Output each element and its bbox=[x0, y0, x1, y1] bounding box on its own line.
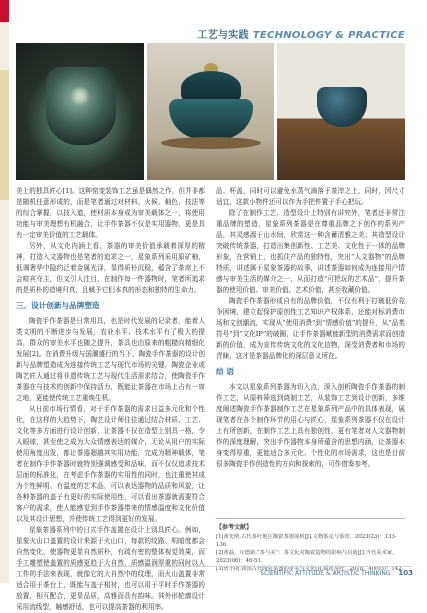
small-cup-shape bbox=[317, 87, 367, 127]
body-paragraph: 本文以星象系列茶器为切入点，深入剖析陶瓷手作茶器的制作工艺，从原料筛选到烧制工艺，从装饰工艺到设计创新，多维度阐述陶瓷手作茶器制作工艺在星象系列产品中的具体表现，展现笔者在各个制作环节的用心与匠心，星象系列茶器不仅在设计上有所创新，在制作工艺上具有独创性，更有笔者对人文器物制作的深度理解，突出手作器物本身所蕴含的思想内涵，让茶器本身变得厚重，更能适合多元化、个性化的市场需求，这也是目前很多陶瓷手作创造性的方向和探索的，可作借鉴参考。 bbox=[216, 383, 405, 468]
references bbox=[216, 518, 405, 573]
reference-item: [1]黄光明.古代茶叶地区陶瓷茶器展析[J].文物鉴定与鉴赏，2023(23)：133-136. bbox=[216, 534, 397, 548]
body-paragraph: 陶瓷手作茶器形成自有的品牌价值，不仅有利于打破低价竞争困境，建立起保护原创性工艺知识产权体系，还能对标消费市场和文创潮流，实现从“使用消费”到“情感价值”的提升，从“品类符号”到“文化IP”的破圈，让手作茶器赋能新型的消费需求而创造新的价值，成为宣传传统文化的文化信物，深受消费者和市场的青睐，这才是茶器品牌化的深层意义所在。 bbox=[216, 297, 405, 360]
photo-cup-on-wood bbox=[277, 43, 405, 180]
photo-gaiwan-teal bbox=[147, 43, 275, 180]
body-paragraph: 从日前市场行情看，对于手作茶器的需求日益多元化和个性化，在这样的大趋势下，陶艺设计师往往通过结合材质、工艺、文化等多方面进行设计创新，让茶器不仅在造型上别具一格，令人眼球，甚至使之成为大众情感表达的媒介，无论从用户的实际使用角度出发，都让茶器超越其实用功能，完成为精神载体，笔者在制作手作茶器时就特别强调感受和品味，而不仅仅追求技术层面的标准化，在考虑手作茶器的实用性的同时，也注重使其成为个性鲜明、有温度的艺术品，可以表达器物的品质和风貌，让各种茶器的盖子有更好的实际使用性，可以看出茶器就需要符合客户的需求，使人能感觉到手作茶器带来的情感温度和文化价值以及其设计思想，并使传统工艺得到更好的发展。 bbox=[16, 405, 205, 523]
body-paragraph: 陶瓷手作茶器是日常用具，也是时代发展的记录者，能着人类文明的不断进步与发展，农业水平、技术水平有了极大的提高，群众的审美水平也随之提升，茶具也由原来的粗糙向精细化发展[2]。在消费升级与国潮盛行的当下，陶瓷手作茶器的设计创新与品牌塑造成为连接传统工艺与现代市场的关键，陶瓷企业或陶艺匠人通过将非遗传统工艺与现代生活需求结合，使陶瓷手作茶器在与技术的创新中保持活力，既能让茶器在市场上占有一席之地，更能使传统工艺重焕生机。 bbox=[16, 317, 205, 402]
teacup-shape bbox=[46, 67, 116, 145]
header-zh: 工艺与实践 bbox=[197, 30, 249, 41]
photo-strip bbox=[16, 43, 405, 180]
page-footer bbox=[260, 569, 413, 577]
body-paragraph: 星象茶器系列中的日式手作盖置在设计上别具匠心。例如，星象火山口盖置的设计来源于火山口，每款的纹路、明暗度都会自然变化，使器物更显自然质朴，有疏有密的整体视觉效果，而手工雕塑使盖置的质感更趋于大自然，质感温润厚重的同时以人工作的手法来表现，就像它的大自然中的纹理，而火山盖置非常适合用于茶台上，既能与盖子相衬，也可以用于平时手作茶器的放置，相互配合，更显品质，高雅而具有韵味。其外形轮廓设计采用流线型，触感舒适，也可以提高茶器的利用率。 bbox=[16, 526, 205, 611]
header-en: TECHNOLOGY & PRACTICE bbox=[252, 30, 405, 41]
page-header bbox=[197, 26, 405, 41]
footer-text: SCIENTIFIC ATTITUDE & ARTISTIC THINKING bbox=[260, 570, 391, 577]
left-column bbox=[16, 186, 205, 613]
reference-item: [2]黄磊，庄德新.“茶与美”：茶文化对陶瓷造物的影响与启迪[J].当代美术家，2023(06)：46-51. bbox=[216, 550, 398, 564]
body-paragraph: 另外，从文化内涵上看，茶器的审美价值承载着深厚的精神，打造入文器物也是笔者的追求之一，星象系列采用原矿釉，低调奢华中隐约泛着金属光泽，显得质朴沉稳，蕴含了茶席上不会喧宾夺主，但又引人注目，在制作每一件器物时，笔者所追求的是质朴的造境归真，且赋予它们本真的形态和独特的生命力。 bbox=[16, 242, 205, 294]
saucer-shape bbox=[161, 137, 261, 149]
page-edge-stripe bbox=[0, 0, 9, 583]
section-title: 三、设计创新与品牌塑造 bbox=[16, 301, 100, 310]
references-title: 【参考文献】 bbox=[216, 524, 253, 531]
page-number: 103 bbox=[398, 569, 413, 577]
edge-red-band bbox=[0, 0, 9, 22]
body-paragraph: 除了在制作工艺、造型设计上特别有讲究外，笔者还非常注重品牌的塑造，星象系列茶器是在尊重品牌之下创作的系列产品，其灵感源于山水间，欣赏这一种含蓄清雅之美；其造型设计突破传统茶器，打造出集创新性、工艺美、文化性于一体的品牌形象，在营销上，也抓住产品的独特性，突出“人文器物”的品牌特质，讲述属于星象茶器的故事，讲述茶器如何成为连接用户情感与审美生活的媒介之一，从而打造“可把玩的艺术品”，提升茶器的使用价值、审美价值、艺术价值，甚至收藏价值。 bbox=[216, 209, 405, 294]
conclusion-title: 结 语 bbox=[216, 367, 234, 376]
footer-divider bbox=[16, 566, 413, 567]
bowl-shape bbox=[169, 99, 253, 139]
body-paragraph: 品、杯盖，同时可以避免水蒸气滴落于茶滓之上，同时，因尺寸适宜，这款小物件还可以作为手把件置于手心把玩。 bbox=[216, 187, 405, 206]
right-column bbox=[216, 186, 405, 470]
edge-tint-band bbox=[0, 70, 9, 200]
reference-item: [3]曾小鹃.我国古代陶瓷茶器的审美与文化[J].福建茶叶，2018，40(03)：142. bbox=[216, 566, 404, 572]
body-paragraph: 美上的独具匠心[1]。这种窑变装饰工艺虽是偶然之作，但并非都是随机任意形成的，而是笔者通过对材料、火候、釉色、技法等的综合掌握，以技入道，使材质本身成为审美载体之一，将使用功能与审美理想有机融合，让手作茶器不仅是实用器物，更是具有一定审美价值的工艺载体。 bbox=[16, 187, 205, 239]
photo-teacup-dark bbox=[16, 43, 144, 180]
